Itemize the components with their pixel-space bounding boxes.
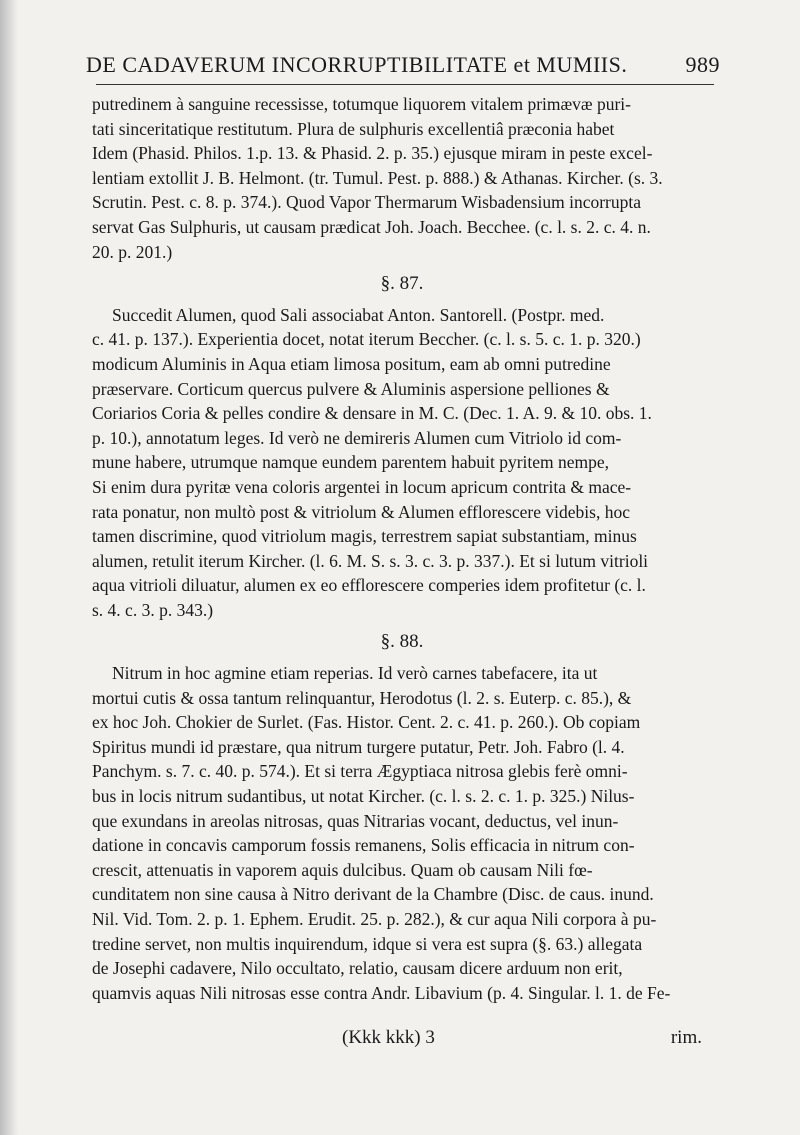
text-line: rata ponatur, non multò post & vitriolum & Alumen efflorescere videbis, hoc	[92, 501, 630, 522]
text-line: alumen, retulit iterum Kircher. (l. 6. M. S. s. 3. c. 3. p. 337.). Et si lutum vitrioli	[92, 550, 649, 571]
text-line: mune habere, utrumque namque eundem parentem habuit pyritem nempe,	[92, 452, 610, 473]
text-line: c. 41. p. 137.). Experientia docet, notat iterum Beccher. (c. l. s. 5. c. 1. p. 320.)	[92, 329, 641, 350]
running-header	[86, 52, 720, 78]
text-line: quamvis aquas Nili nitrosas esse contra Andr. Libavium (p. 4. Singular. l. 1. de Fe-	[92, 982, 671, 1003]
text-line: modicum Aluminis in Aqua etiam limosa positum, eam ab omni putredine	[92, 353, 611, 374]
text-line: Scrutin. Pest. c. 8. p. 374.). Quod Vapor Thermarum Wisbadensium incorrupta	[92, 192, 642, 213]
text-line: putredinem à sanguine recessisse, totumque liquorem vitalem primævæ puri-	[92, 94, 631, 114]
section-heading: §. 88.	[380, 631, 424, 653]
text-line: p. 10.), annotatum leges. Id verò ne demireris Alumen cum Vitriolo id com-	[92, 427, 622, 448]
text-line: præservare. Corticum quercus pulvere & Aluminis aspersione pelliones &	[92, 378, 610, 399]
text-line: bus in locis nitrum sudantibus, ut notat Kircher. (c. l. s. 2. c. 1. p. 325.) Nilus-	[92, 786, 635, 807]
text-line: crescit, attenuatis in vaporem aquis dulcibus. Quam ob causam Nili fœ-	[92, 859, 593, 880]
catchword: rim.	[670, 1027, 702, 1048]
paragraph-continuation	[92, 92, 712, 264]
text-line: datione in concavis camporum fossis remanens, Solis efficacia in nitrum con-	[92, 835, 635, 856]
text-line: Nitrum in hoc agmine etiam reperias. Id verò carnes tabefacere, ita ut	[112, 663, 598, 684]
page-gutter-shadow	[0, 0, 18, 1135]
text-line: tati sinceritatique restitutum. Plura de sulphuris excellentiâ præconia habet	[92, 118, 615, 139]
section-88-paragraph	[92, 661, 712, 1005]
page-footer	[92, 1027, 702, 1049]
text-line: aqua vitrioli diluatur, alumen ex eo efflorescere comperies idem profitetur (c. l.	[92, 575, 646, 596]
page-number: 989	[685, 52, 720, 77]
text-line: mortui cutis & ossa tantum relinquantur, Herodotus (l. 2. s. Euterp. c. 85.), &	[92, 687, 632, 708]
text-line: tamen discrimine, quod vitriolum magis, terrestrem sapiat substantiam, minus	[92, 526, 637, 547]
running-title: DE CADAVERUM INCORRUPTIBILITATE et MUMIIS.	[86, 52, 628, 77]
text-line: ex hoc Joh. Chokier de Surlet. (Fas. Histor. Cent. 2. c. 41. p. 260.). Ob copiam	[92, 712, 641, 733]
text-line: cunditatem non sine causa à Nitro derivant de la Chambre (Disc. de caus. inund.	[92, 884, 654, 905]
section-87-paragraph	[92, 303, 712, 623]
text-line: Panchym. s. 7. c. 40. p. 574.). Et si terra Ægyptiaca nitrosa glebis ferè omni-	[92, 761, 628, 782]
text-line: Nil. Vid. Tom. 2. p. 1. Ephem. Erudit. 25. p. 282.), & cur aqua Nili corpora à pu-	[92, 909, 657, 929]
body-text	[92, 92, 712, 1005]
text-line: servat Gas Sulphuris, ut causam prædicat Joh. Joach. Becchee. (c. l. s. 2. c. 4. n.	[92, 216, 651, 237]
text-line: Si enim dura pyritæ vena coloris argentei in locum apricum contrita & mace-	[92, 476, 632, 497]
text-line: Succedit Alumen, quod Sali associabat Anton. Santorell. (Postpr. med.	[112, 304, 605, 325]
text-line: Spiritus mundi id præstare, qua nitrum turgere putatur, Petr. Joh. Fabro (l. 4.	[92, 736, 625, 757]
text-line: de Josephi cadavere, Nilo occultato, relatio, causam dicere arduum non erit,	[92, 958, 623, 979]
text-line: tredine servet, non multis inquirendum, idque si vera est supra (§. 63.) allegata	[92, 933, 643, 954]
text-line: 20. p. 201.)	[92, 241, 173, 262]
text-line: Coriarios Coria & pelles condire & densare in M. C. (Dec. 1. A. 9. & 10. obs. 1.	[92, 403, 652, 424]
signature-mark: (Kkk kkk) 3	[342, 1027, 435, 1048]
text-line: Idem (Phasid. Philos. 1.p. 13. & Phasid. 2. p. 35.) ejusque miram in peste excel-	[92, 143, 653, 164]
text-line: s. 4. c. 3. p. 343.)	[92, 599, 214, 620]
text-line: que exundans in areolas nitrosas, quas Nitrarias vocant, deductus, vel inun-	[92, 810, 619, 831]
header-rule	[96, 84, 714, 85]
section-heading: §. 87.	[380, 273, 424, 295]
text-line: lentiam extollit J. B. Helmont. (tr. Tumul. Pest. p. 888.) & Athanas. Kircher. (s. 3.	[92, 167, 663, 188]
